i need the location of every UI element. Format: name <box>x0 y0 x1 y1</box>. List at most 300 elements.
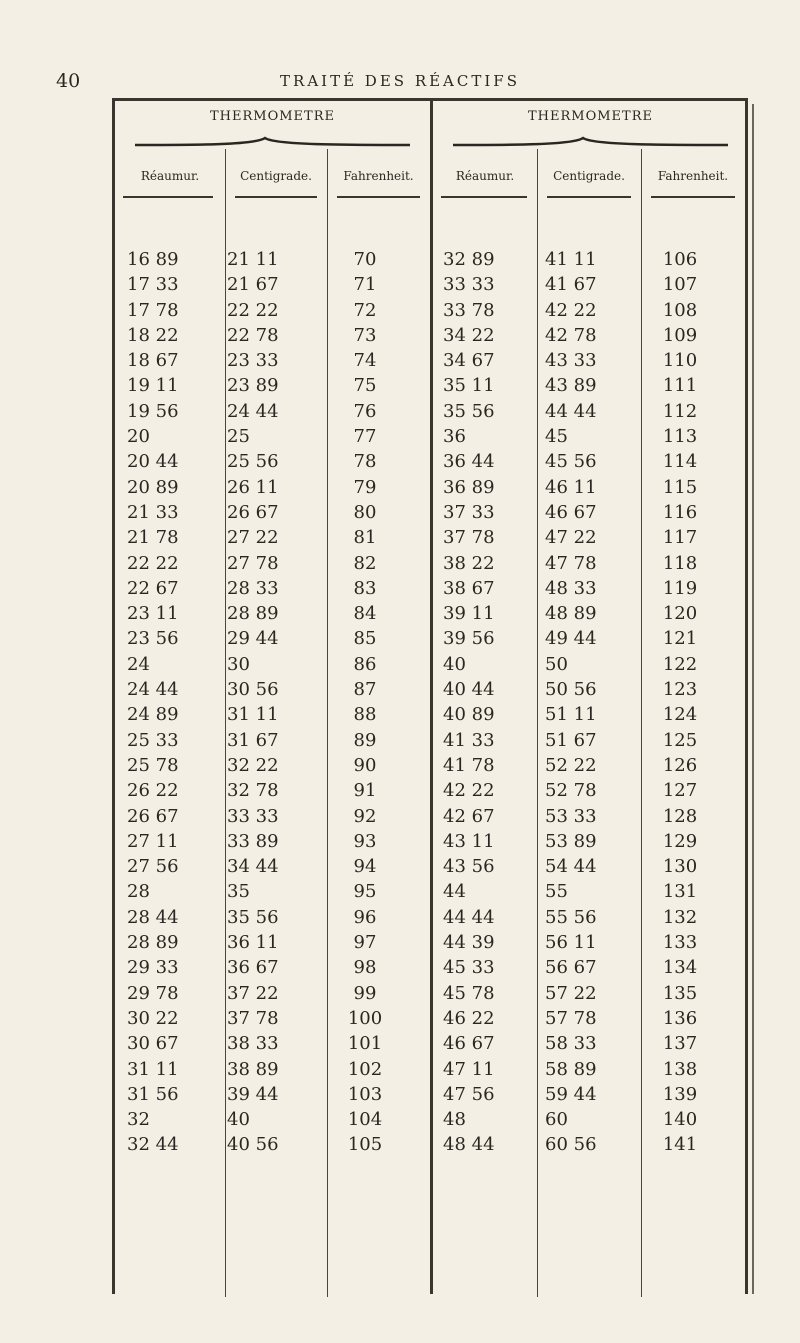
reaumur-value: 19 11 <box>127 375 179 397</box>
fahrenheit-value: 111 <box>662 375 698 397</box>
table-row <box>115 804 430 829</box>
fahrenheit-value: 89 <box>353 729 377 751</box>
centigrade-value: 47 78 <box>545 552 597 574</box>
reaumur-value: 27 11 <box>127 830 179 852</box>
fahrenheit-value: 118 <box>662 552 698 574</box>
reaumur-value: 28 <box>127 881 150 903</box>
centigrade-value: 48 89 <box>545 603 597 625</box>
table-row <box>433 525 748 550</box>
centigrade-value: 28 89 <box>227 603 279 625</box>
fahrenheit-value: 71 <box>353 274 377 296</box>
table-row <box>433 551 748 576</box>
table-row <box>115 930 430 955</box>
centigrade-value: 42 22 <box>545 299 597 321</box>
centigrade-value: 27 78 <box>227 552 279 574</box>
fahrenheit-value: 77 <box>353 426 377 448</box>
centigrade-value: 53 89 <box>545 830 597 852</box>
centigrade-value: 34 44 <box>227 856 279 878</box>
reaumur-value: 38 22 <box>443 552 495 574</box>
fahrenheit-value: 129 <box>662 830 698 852</box>
centigrade-value: 25 56 <box>227 451 279 473</box>
table-row <box>433 298 748 323</box>
brace-ornament <box>433 135 748 147</box>
reaumur-value: 48 44 <box>443 1134 495 1156</box>
centigrade-value: 38 33 <box>227 1033 279 1055</box>
fahrenheit-value: 70 <box>353 249 377 270</box>
reaumur-value: 32 <box>127 1109 150 1131</box>
fahrenheit-value: 140 <box>662 1109 698 1131</box>
centigrade-value: 60 56 <box>545 1134 597 1156</box>
centigrade-value: 44 44 <box>545 400 597 422</box>
centigrade-value: 55 <box>545 881 568 903</box>
centigrade-value: 51 67 <box>545 729 597 751</box>
fahrenheit-value: 93 <box>353 830 377 852</box>
reaumur-value: 43 11 <box>443 830 495 852</box>
fahrenheit-value: 113 <box>662 426 698 448</box>
centigrade-value: 60 <box>545 1109 568 1131</box>
reaumur-value: 29 78 <box>127 982 179 1004</box>
fahrenheit-value: 87 <box>353 679 377 701</box>
reaumur-value: 45 33 <box>443 957 495 979</box>
reaumur-value: 34 22 <box>443 324 495 346</box>
fahrenheit-value: 115 <box>662 476 698 498</box>
table-row <box>433 879 748 904</box>
reaumur-value: 40 44 <box>443 679 495 701</box>
fahrenheit-value: 102 <box>347 1058 383 1080</box>
table-row <box>433 1031 748 1056</box>
centigrade-value: 43 33 <box>545 350 597 372</box>
table-row <box>115 525 430 550</box>
table-row <box>433 804 748 829</box>
column-header-centigrade: Centigrade. <box>553 169 625 183</box>
column-header-fahrenheit: Fahrenheit. <box>657 169 729 183</box>
table-row <box>115 373 430 398</box>
reaumur-value: 18 22 <box>127 324 179 346</box>
table-row <box>115 981 430 1006</box>
table-row <box>115 626 430 651</box>
table-row <box>115 1132 430 1157</box>
fahrenheit-value: 107 <box>662 274 698 296</box>
centigrade-value: 54 44 <box>545 856 597 878</box>
fahrenheit-value: 88 <box>353 704 377 726</box>
reaumur-value: 44 39 <box>443 932 495 954</box>
table-half-right <box>430 101 748 1294</box>
fahrenheit-value: 84 <box>353 603 377 625</box>
centigrade-value: 31 67 <box>227 729 279 751</box>
table-row <box>433 677 748 702</box>
centigrade-value: 48 33 <box>545 577 597 599</box>
fahrenheit-value: 101 <box>347 1033 383 1055</box>
centigrade-value: 28 33 <box>227 577 279 599</box>
fahrenheit-value: 94 <box>353 856 377 878</box>
reaumur-value: 18 67 <box>127 350 179 372</box>
reaumur-value: 23 11 <box>127 603 179 625</box>
fahrenheit-value: 78 <box>353 451 377 473</box>
header-rule <box>441 196 527 198</box>
centigrade-value: 21 11 <box>227 249 279 270</box>
reaumur-value: 17 33 <box>127 274 179 296</box>
fahrenheit-value: 103 <box>347 1083 383 1105</box>
centigrade-value: 23 89 <box>227 375 279 397</box>
fahrenheit-value: 126 <box>662 754 698 776</box>
reaumur-value: 37 33 <box>443 501 495 523</box>
table-row <box>433 1006 748 1031</box>
table-row <box>115 272 430 297</box>
centigrade-value: 46 67 <box>545 501 597 523</box>
reaumur-value: 40 89 <box>443 704 495 726</box>
table-row <box>115 1006 430 1031</box>
table-row <box>115 1031 430 1056</box>
centigrade-value: 36 67 <box>227 957 279 979</box>
fahrenheit-value: 82 <box>353 552 377 574</box>
fahrenheit-value: 112 <box>662 400 698 422</box>
centigrade-value: 55 56 <box>545 906 597 928</box>
fahrenheit-value: 109 <box>662 324 698 346</box>
reaumur-value: 26 22 <box>127 780 179 802</box>
centigrade-value: 26 67 <box>227 501 279 523</box>
table-row <box>433 1107 748 1132</box>
column-header-reaumur: Réaumur. <box>455 169 515 183</box>
table-row <box>115 424 430 449</box>
table-row <box>433 955 748 980</box>
section-title: THERMOMETRE <box>527 109 653 124</box>
fahrenheit-value: 132 <box>662 906 698 928</box>
reaumur-value: 25 33 <box>127 729 179 751</box>
reaumur-value: 21 33 <box>127 501 179 523</box>
header-rule <box>651 196 735 198</box>
reaumur-value: 24 89 <box>127 704 179 726</box>
reaumur-value: 38 67 <box>443 577 495 599</box>
fahrenheit-value: 133 <box>662 932 698 954</box>
fahrenheit-value: 74 <box>353 350 377 372</box>
header-rule <box>337 196 420 198</box>
fahrenheit-value: 119 <box>662 577 698 599</box>
centigrade-value: 58 33 <box>545 1033 597 1055</box>
table-row <box>115 1057 430 1082</box>
centigrade-value: 35 <box>227 881 250 903</box>
table-row <box>115 500 430 525</box>
reaumur-value: 36 44 <box>443 451 495 473</box>
centigrade-value: 47 22 <box>545 527 597 549</box>
fahrenheit-value: 127 <box>662 780 698 802</box>
fahrenheit-value: 131 <box>662 881 698 903</box>
reaumur-value: 30 22 <box>127 1007 179 1029</box>
table-row <box>115 601 430 626</box>
table-row <box>433 905 748 930</box>
fahrenheit-value: 120 <box>662 603 698 625</box>
reaumur-value: 41 78 <box>443 754 495 776</box>
centigrade-value: 25 <box>227 426 250 448</box>
centigrade-value: 56 67 <box>545 957 597 979</box>
reaumur-value: 36 <box>443 426 466 448</box>
reaumur-value: 46 22 <box>443 1007 495 1029</box>
centigrade-value: 59 44 <box>545 1083 597 1105</box>
fahrenheit-value: 73 <box>353 324 377 346</box>
centigrade-value: 26 11 <box>227 476 279 498</box>
fahrenheit-value: 124 <box>662 704 698 726</box>
table-row <box>115 348 430 373</box>
fahrenheit-value: 75 <box>353 375 377 397</box>
reaumur-value: 46 67 <box>443 1033 495 1055</box>
table-row <box>433 272 748 297</box>
reaumur-value: 44 44 <box>443 906 495 928</box>
table-row <box>433 702 748 727</box>
fahrenheit-value: 95 <box>353 881 377 903</box>
fahrenheit-value: 85 <box>353 628 377 650</box>
fahrenheit-value: 134 <box>662 957 698 979</box>
table-row <box>433 652 748 677</box>
centigrade-value: 52 22 <box>545 754 597 776</box>
reaumur-value: 42 67 <box>443 805 495 827</box>
table-rows-left <box>115 247 430 1158</box>
table-row <box>115 576 430 601</box>
fahrenheit-value: 138 <box>662 1058 698 1080</box>
reaumur-value: 22 67 <box>127 577 179 599</box>
table-row <box>115 298 430 323</box>
table-half-left <box>115 101 430 1294</box>
fahrenheit-value: 90 <box>353 754 377 776</box>
table-row <box>433 500 748 525</box>
centigrade-value: 30 <box>227 653 250 675</box>
fahrenheit-value: 106 <box>662 249 698 270</box>
centigrade-value: 43 89 <box>545 375 597 397</box>
table-row <box>433 348 748 373</box>
table-row <box>115 778 430 803</box>
reaumur-value: 33 78 <box>443 299 495 321</box>
centigrade-value: 49 44 <box>545 628 597 650</box>
table-row <box>433 323 748 348</box>
table-row <box>433 854 748 879</box>
centigrade-value: 36 11 <box>227 932 279 954</box>
table-row <box>433 576 748 601</box>
centigrade-value: 58 89 <box>545 1058 597 1080</box>
centigrade-value: 33 33 <box>227 805 279 827</box>
table-row <box>433 475 748 500</box>
fahrenheit-value: 114 <box>662 451 698 473</box>
centigrade-value: 37 22 <box>227 982 279 1004</box>
fahrenheit-value: 96 <box>353 906 377 928</box>
outer-border <box>752 104 754 1294</box>
table-row <box>115 399 430 424</box>
table-row <box>115 753 430 778</box>
reaumur-value: 41 33 <box>443 729 495 751</box>
reaumur-value: 39 56 <box>443 628 495 650</box>
reaumur-value: 35 56 <box>443 400 495 422</box>
reaumur-value: 21 78 <box>127 527 179 549</box>
fahrenheit-value: 136 <box>662 1007 698 1029</box>
reaumur-value: 43 56 <box>443 856 495 878</box>
table-row <box>433 601 748 626</box>
table-row <box>115 702 430 727</box>
centigrade-value: 30 56 <box>227 679 279 701</box>
fahrenheit-value: 121 <box>662 628 698 650</box>
centigrade-value: 56 11 <box>545 932 597 954</box>
table-row <box>433 930 748 955</box>
fahrenheit-value: 98 <box>353 957 377 979</box>
table-row <box>433 829 748 854</box>
table-row <box>115 475 430 500</box>
reaumur-value: 17 78 <box>127 299 179 321</box>
header-rule <box>235 196 317 198</box>
centigrade-value: 27 22 <box>227 527 279 549</box>
table-row <box>115 905 430 930</box>
reaumur-value: 23 56 <box>127 628 179 650</box>
reaumur-value: 19 56 <box>127 400 179 422</box>
table-row <box>115 652 430 677</box>
reaumur-value: 28 89 <box>127 932 179 954</box>
table-row <box>115 1082 430 1107</box>
table-row <box>115 829 430 854</box>
table-row <box>115 677 430 702</box>
reaumur-value: 47 11 <box>443 1058 495 1080</box>
reaumur-value: 20 <box>127 426 150 448</box>
centigrade-value: 29 44 <box>227 628 279 650</box>
table-row <box>115 854 430 879</box>
fahrenheit-value: 81 <box>353 527 377 549</box>
fahrenheit-value: 123 <box>662 679 698 701</box>
reaumur-value: 20 44 <box>127 451 179 473</box>
column-header-reaumur: Réaumur. <box>140 169 200 183</box>
centigrade-value: 31 11 <box>227 704 279 726</box>
fahrenheit-value: 83 <box>353 577 377 599</box>
fahrenheit-value: 104 <box>347 1109 383 1131</box>
fahrenheit-value: 105 <box>347 1134 383 1156</box>
fahrenheit-value: 135 <box>662 982 698 1004</box>
centigrade-value: 41 11 <box>545 249 597 270</box>
table-row <box>115 879 430 904</box>
table-row <box>433 373 748 398</box>
centigrade-value: 41 67 <box>545 274 597 296</box>
fahrenheit-value: 110 <box>662 350 698 372</box>
fahrenheit-value: 108 <box>662 299 698 321</box>
reaumur-value: 24 <box>127 653 150 675</box>
centigrade-value: 52 78 <box>545 780 597 802</box>
fahrenheit-value: 97 <box>353 932 377 954</box>
reaumur-value: 20 89 <box>127 476 179 498</box>
section-title: THERMOMETRE <box>209 109 335 124</box>
table-row <box>115 551 430 576</box>
centigrade-value: 35 56 <box>227 906 279 928</box>
page-number: 40 <box>56 70 81 92</box>
table-row <box>433 247 748 272</box>
table-row <box>433 981 748 1006</box>
centigrade-value: 21 67 <box>227 274 279 296</box>
centigrade-value: 32 22 <box>227 754 279 776</box>
centigrade-value: 51 11 <box>545 704 597 726</box>
table-row <box>433 753 748 778</box>
running-title: TRAITÉ DES RÉACTIFS <box>280 72 520 90</box>
column-header-centigrade: Centigrade. <box>240 169 312 183</box>
centigrade-value: 42 78 <box>545 324 597 346</box>
table-row <box>433 424 748 449</box>
reaumur-value: 47 56 <box>443 1083 495 1105</box>
table-row <box>433 626 748 651</box>
centigrade-value: 33 89 <box>227 830 279 852</box>
fahrenheit-value: 125 <box>662 729 698 751</box>
fahrenheit-value: 92 <box>353 805 377 827</box>
centigrade-value: 53 33 <box>545 805 597 827</box>
fahrenheit-value: 139 <box>662 1083 698 1105</box>
fahrenheit-value: 72 <box>353 299 377 321</box>
reaumur-value: 26 67 <box>127 805 179 827</box>
table-row <box>115 449 430 474</box>
centigrade-value: 50 <box>545 653 568 675</box>
table-row <box>433 399 748 424</box>
reaumur-value: 36 89 <box>443 476 495 498</box>
reaumur-value: 32 44 <box>127 1134 179 1156</box>
fahrenheit-value: 100 <box>347 1007 383 1029</box>
table-row <box>433 728 748 753</box>
table-row <box>433 449 748 474</box>
fahrenheit-value: 141 <box>662 1134 698 1156</box>
table-row <box>115 247 430 272</box>
centigrade-value: 40 <box>227 1109 250 1131</box>
table-row <box>433 1132 748 1157</box>
centigrade-value: 50 56 <box>545 679 597 701</box>
centigrade-value: 22 22 <box>227 299 279 321</box>
reaumur-value: 31 56 <box>127 1083 179 1105</box>
centigrade-value: 32 78 <box>227 780 279 802</box>
centigrade-value: 22 78 <box>227 324 279 346</box>
centigrade-value: 38 89 <box>227 1058 279 1080</box>
fahrenheit-value: 137 <box>662 1033 698 1055</box>
column-header-fahrenheit: Fahrenheit. <box>343 169 414 183</box>
reaumur-value: 35 11 <box>443 375 495 397</box>
table-row <box>115 955 430 980</box>
table-row <box>433 1057 748 1082</box>
reaumur-value: 31 11 <box>127 1058 179 1080</box>
centigrade-value: 39 44 <box>227 1083 279 1105</box>
fahrenheit-value: 86 <box>353 653 377 675</box>
centigrade-value: 40 56 <box>227 1134 279 1156</box>
fahrenheit-value: 76 <box>353 400 377 422</box>
reaumur-value: 40 <box>443 653 466 675</box>
fahrenheit-value: 128 <box>662 805 698 827</box>
table-row <box>115 1107 430 1132</box>
header-rule <box>547 196 631 198</box>
fahrenheit-value: 91 <box>353 780 377 802</box>
header-rule <box>123 196 213 198</box>
centigrade-value: 45 56 <box>545 451 597 473</box>
reaumur-value: 39 11 <box>443 603 495 625</box>
centigrade-value: 57 22 <box>545 982 597 1004</box>
table-row <box>115 323 430 348</box>
centigrade-value: 37 78 <box>227 1007 279 1029</box>
reaumur-value: 33 33 <box>443 274 495 296</box>
table-rows-right <box>433 247 748 1158</box>
centigrade-value: 24 44 <box>227 400 279 422</box>
fahrenheit-value: 116 <box>662 501 698 523</box>
fahrenheit-value: 79 <box>353 476 377 498</box>
fahrenheit-value: 99 <box>353 982 377 1004</box>
reaumur-value: 16 89 <box>127 249 179 270</box>
reaumur-value: 28 44 <box>127 906 179 928</box>
table-row <box>115 728 430 753</box>
reaumur-value: 48 <box>443 1109 466 1131</box>
reaumur-value: 30 67 <box>127 1033 179 1055</box>
conversion-table <box>112 98 748 1294</box>
reaumur-value: 25 78 <box>127 754 179 776</box>
brace-ornament <box>115 135 430 147</box>
reaumur-value: 29 33 <box>127 957 179 979</box>
reaumur-value: 42 22 <box>443 780 495 802</box>
reaumur-value: 34 67 <box>443 350 495 372</box>
fahrenheit-value: 122 <box>662 653 698 675</box>
reaumur-value: 22 22 <box>127 552 179 574</box>
centigrade-value: 46 11 <box>545 476 597 498</box>
reaumur-value: 37 78 <box>443 527 495 549</box>
reaumur-value: 32 89 <box>443 249 495 270</box>
